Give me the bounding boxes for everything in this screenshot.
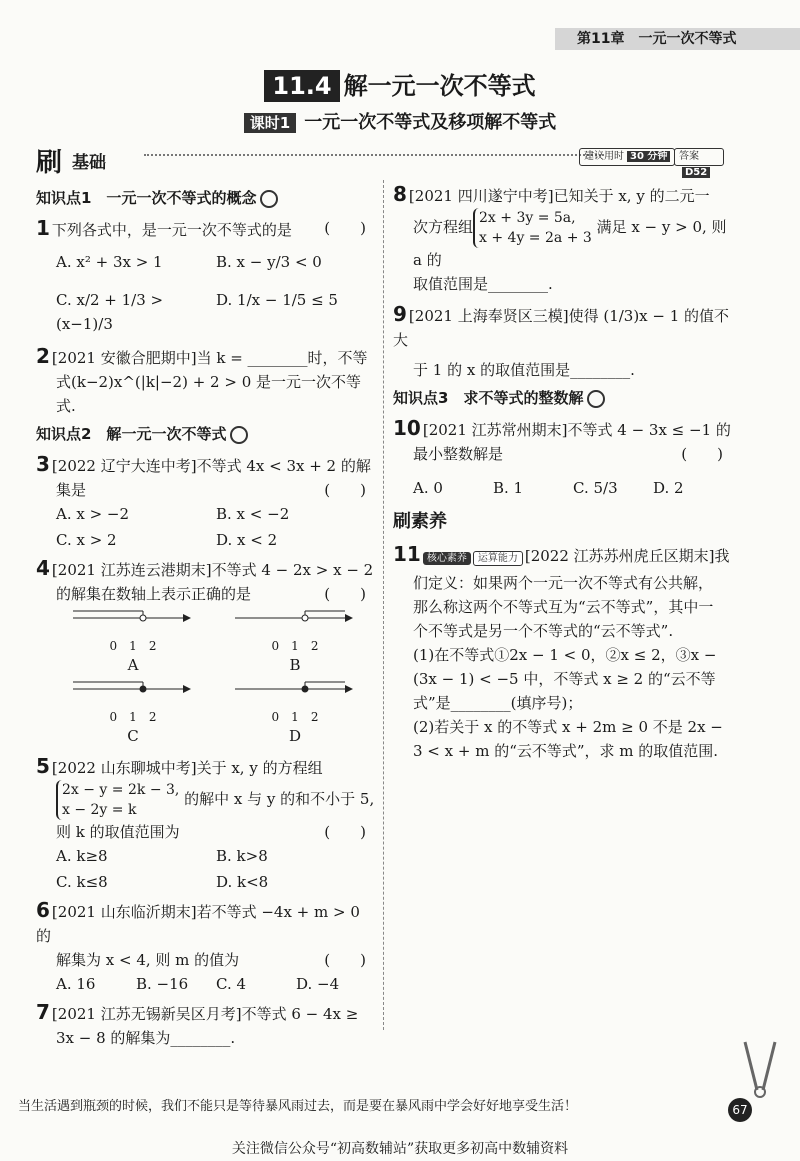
q2-number: 2 (36, 344, 50, 368)
q6-option-a: A. 16 (56, 975, 96, 993)
question-3 (36, 452, 376, 552)
q10-option-a: A. 0 (413, 479, 443, 497)
answer-badge (674, 148, 724, 178)
number-line-d-label: D (288, 727, 302, 745)
kp2-label: 知识点2 解一元一次不等式 (36, 425, 227, 443)
column-divider (383, 180, 384, 1030)
q7-line2: 3x − 8 的解集为________. (56, 1029, 236, 1047)
number-line-c (52, 677, 214, 748)
q2-line1: [2021 安徽合肥期中]当 k = ________时，不等 (51, 349, 368, 367)
q5-line3: 则 k 的取值范围为 (56, 823, 180, 841)
kp3-label: 知识点3 求不等式的整数解 (393, 389, 584, 407)
number-line-b-graphic (235, 606, 355, 632)
question-7 (36, 1000, 376, 1050)
q11-line7: 式”是________(填序号)； (413, 694, 583, 712)
q11-line8: (2)若关于 x 的不等式 x + 2m ≥ 0 不是 2x − (413, 718, 723, 736)
divider-stripe (144, 154, 604, 162)
number-line-c-ticks: 0 1 2 (109, 710, 157, 724)
core-literacy-tag: 核心素养 (423, 552, 471, 565)
q1-paren: ( ) (324, 219, 366, 237)
q6-option-c: C. 4 (216, 975, 247, 993)
question-6 (36, 898, 376, 996)
q1-number: 1 (36, 216, 50, 240)
time-value: 30 分钟 (627, 151, 670, 162)
q11-number: 11 (393, 542, 421, 566)
q8-number: 8 (393, 182, 407, 206)
q6-number: 6 (36, 898, 50, 922)
section-number: 11.4 (264, 70, 339, 102)
q10-option-c: C. 5/3 (573, 479, 618, 497)
q1-option-a: A. x² + 3x > 1 (56, 253, 163, 271)
knowledge-point-2 (36, 422, 376, 446)
number-line-b-ticks: 0 1 2 (271, 639, 319, 653)
answer-label: 答案 (679, 151, 699, 162)
q11-line9: 3 < x + m 的“云不等式”，求 m 的取值范围. (413, 742, 719, 760)
lesson-subtitle (0, 108, 800, 134)
q7-line1: [2021 江苏无锡新吴区月考]不等式 6 − 4x ≥ (51, 1005, 359, 1023)
check-icon (587, 390, 605, 408)
q3-line2: 集是 (56, 481, 87, 499)
q1-stem: 下列各式中，是一元一次不等式的是 (51, 221, 292, 239)
check-icon (230, 426, 248, 444)
question-11 (393, 542, 733, 763)
chapter-label: 第11章 一元一次不等式 (555, 28, 800, 50)
q6-line1: [2021 山东临沂期末]若不等式 −4x + m > 0 的 (36, 903, 360, 945)
q3-option-d: D. x < 2 (216, 531, 278, 549)
q5-eq2: x − 2y = k (62, 802, 137, 818)
page-number: 67 (728, 1098, 752, 1122)
number-line-b (214, 606, 376, 677)
clip-icon (735, 1040, 785, 1100)
skill-tag: 运算能力 (473, 551, 523, 566)
number-line-c-graphic (73, 677, 193, 703)
q10-paren: ( ) (681, 445, 723, 463)
q5-option-d: D. k<8 (216, 873, 269, 891)
q11-line4: 个不等式是另一个不等式的“云不等式”. (413, 622, 674, 640)
number-line-a-graphic (73, 606, 193, 632)
kp1-label: 知识点1 一元一次不等式的概念 (36, 189, 257, 207)
q3-option-b: B. x < −2 (216, 505, 290, 523)
q8-line1: [2021 四川遂宁中考]已知关于 x, y 的二元一 (408, 187, 710, 205)
q6-paren: ( ) (324, 951, 366, 969)
brush-label: 刷 (36, 148, 63, 178)
q10-line2: 最小整数解是 (413, 445, 504, 463)
number-line-d-ticks: 0 1 2 (271, 710, 319, 724)
lesson-badge: 课时1 (244, 113, 296, 133)
q5-system (56, 780, 179, 820)
time-label: 建议用时 (584, 151, 624, 162)
question-2 (36, 344, 376, 418)
q6-option-d: D. −4 (296, 975, 340, 993)
q4-number: 4 (36, 556, 50, 580)
q3-option-a: A. x > −2 (56, 505, 130, 523)
question-9 (393, 302, 733, 382)
q8-pre: 次方程组 (413, 218, 474, 236)
knowledge-point-1 (36, 186, 376, 210)
q5-paren: ( ) (324, 823, 366, 841)
bottom-note: 关注微信公众号“初高数辅站”获取更多初高中数辅资料 (231, 1141, 569, 1157)
q10-number: 10 (393, 416, 421, 440)
q10-option-b: B. 1 (493, 479, 524, 497)
section-title-text: 解一元一次不等式 (343, 72, 536, 100)
question-5 (36, 754, 376, 894)
lesson-title: 一元一次不等式及移项解不等式 (304, 112, 557, 133)
right-column (393, 182, 733, 767)
knowledge-point-3 (393, 386, 733, 410)
q5-line1: [2022 山东聊城中考]关于 x, y 的方程组 (51, 759, 323, 777)
q5-eq1: 2x − y = 2k − 3, (62, 782, 180, 798)
q7-number: 7 (36, 1000, 50, 1024)
q9-line1: [2021 上海奉贤区三模]使得 (1/3)x − 1 的值不大 (393, 307, 730, 349)
number-line-d-graphic (235, 677, 355, 703)
q8-eq1: 2x + 3y = 5a, (479, 210, 576, 226)
question-1 (36, 216, 376, 336)
number-line-b-label: B (289, 656, 301, 674)
q4-line1: [2021 江苏连云港期末]不等式 4 − 2x > x − 2 (51, 561, 374, 579)
footer-quote: 当生活遇到瓶颈的时候，我们不能只是等待暴风雨过去，而是要在暴风雨中学会好好地享受生活！ (18, 1099, 578, 1114)
q8-post: 满足 x − y > 0, 则 a 的 (413, 218, 727, 269)
question-4 (36, 556, 376, 748)
q5-option-a: A. k≥8 (56, 847, 108, 865)
q6-option-b: B. −16 (136, 975, 189, 993)
q3-option-c: C. x > 2 (56, 531, 117, 549)
basic-label: 基础 (72, 153, 106, 173)
time-badge (579, 148, 675, 166)
literacy-section-title: 刷素养 (393, 511, 447, 532)
question-10 (393, 416, 733, 500)
number-line-a-ticks: 0 1 2 (109, 639, 157, 653)
number-line-a-label: A (127, 656, 139, 674)
number-line-c-label: C (127, 727, 139, 745)
q4-line2: 的解集在数轴上表示正确的是 (56, 585, 252, 603)
q8-eq2: x + 4y = 2a + 3 (479, 230, 592, 246)
q5-number: 5 (36, 754, 50, 778)
answer-page: D52 (682, 167, 710, 178)
left-column (36, 182, 376, 1054)
q1-option-d: D. 1/x − 1/5 ≤ 5 (216, 291, 338, 309)
q11-line1: [2022 江苏苏州虎丘区期末]我 (524, 547, 730, 565)
check-icon (260, 190, 278, 208)
section-title (0, 66, 800, 101)
q1-option-c: C. x/2 + 1/3 > (x−1)/3 (56, 291, 164, 333)
q11-line5: (1)在不等式①2x − 1 < 0，②x ≤ 2，③x − (413, 646, 717, 664)
q11-line2: 们定义：如果两个一元一次不等式有公共解， (413, 574, 714, 592)
q5-option-c: C. k≤8 (56, 873, 108, 891)
q10-line1: [2021 江苏常州期末]不等式 4 − 3x ≤ −1 的 (422, 421, 731, 439)
page-header (0, 0, 800, 60)
q6-line2: 解集为 x < 4, 则 m 的值为 (56, 951, 240, 969)
q2-line2: 式(k−2)x^(|k|−2) + 2 > 0 是一元一次不等式. (56, 373, 362, 415)
q11-line3: 那么称这两个不等式互为“云不等式”，其中一 (413, 598, 714, 616)
q8-line3: 取值范围是________. (413, 275, 553, 293)
question-8 (393, 182, 733, 296)
number-line-a (52, 606, 214, 677)
q9-line2: 于 1 的 x 的取值范围是________. (413, 361, 635, 379)
q4-paren: ( ) (324, 585, 366, 603)
q9-number: 9 (393, 302, 407, 326)
q1-option-b: B. x − y/3 < 0 (216, 253, 322, 271)
q5-line2: 的解中 x 与 y 的和不小于 5, (184, 790, 375, 808)
q11-line6: (3x − 1) < −5 中，不等式 x ≥ 2 的“云不等 (413, 670, 716, 688)
basic-section-bar (34, 142, 724, 178)
q10-option-d: D. 2 (653, 479, 684, 497)
number-line-d (214, 677, 376, 748)
q8-system (473, 208, 592, 248)
q3-line1: [2022 辽宁大连中考]不等式 4x < 3x + 2 的解 (51, 457, 371, 475)
q5-option-b: B. k>8 (216, 847, 268, 865)
q3-paren: ( ) (324, 481, 366, 499)
q3-number: 3 (36, 452, 50, 476)
